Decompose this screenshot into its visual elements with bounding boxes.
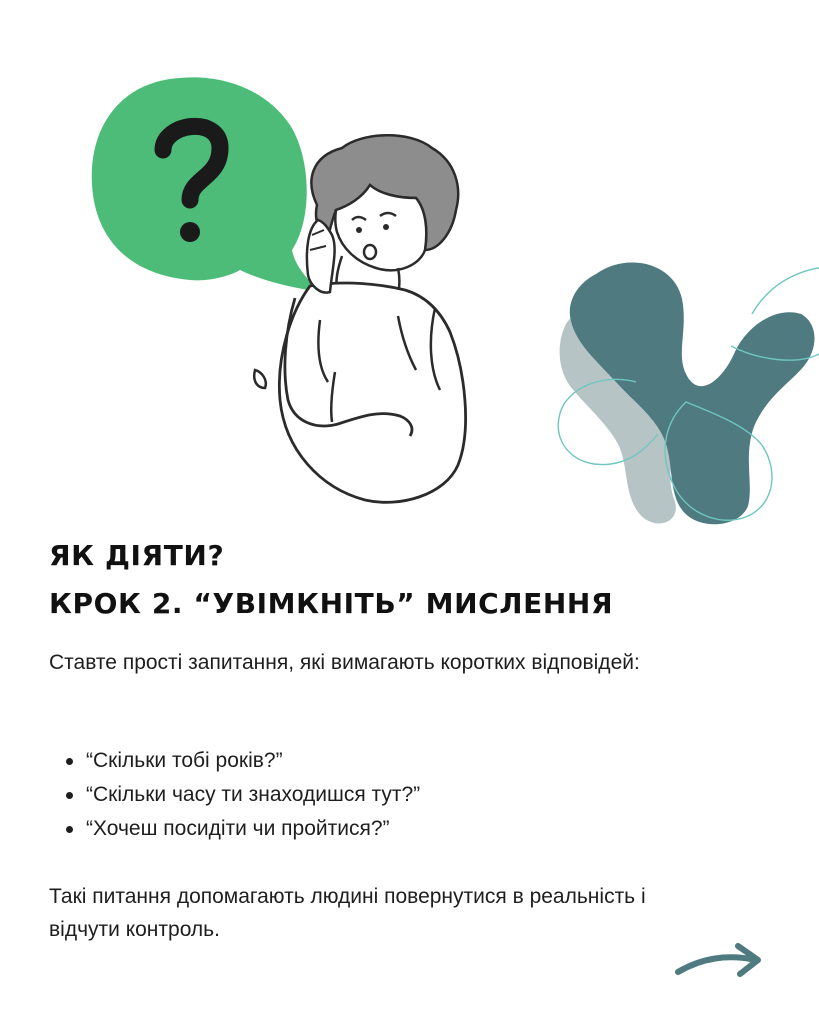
question-text: “Скільки тобі років?”: [86, 749, 283, 772]
molecule-decoration: [556, 254, 819, 534]
bullet-icon: [66, 758, 73, 765]
body: [279, 283, 465, 502]
title-line-1: ЯК ДІЯТИ?: [49, 539, 225, 572]
page-title: [49, 532, 613, 628]
title-line-2: КРОК 2. “УВІМКНІТЬ” МИСЛЕННЯ: [49, 587, 614, 620]
intro-text: Ставте прості запитання, які вимагають коротких відповідей:: [49, 651, 640, 674]
list-item: [49, 812, 420, 846]
confused-person-illustration: [80, 70, 480, 510]
next-slide-button[interactable]: [672, 938, 766, 982]
question-text: “Скільки часу ти знаходишся тут?”: [86, 783, 421, 806]
conclusion-text: Такі питання допомагають людині повернутися в реальність і відчути контроль.: [49, 885, 646, 941]
list-item: [49, 778, 420, 812]
bullet-icon: [66, 826, 73, 833]
arrow-right-icon: [672, 938, 766, 982]
list-item: [49, 744, 420, 778]
question-text: “Хочеш посидіти чи пройтися?”: [86, 817, 390, 840]
bullet-icon: [66, 792, 73, 799]
questions-list: [49, 744, 420, 846]
